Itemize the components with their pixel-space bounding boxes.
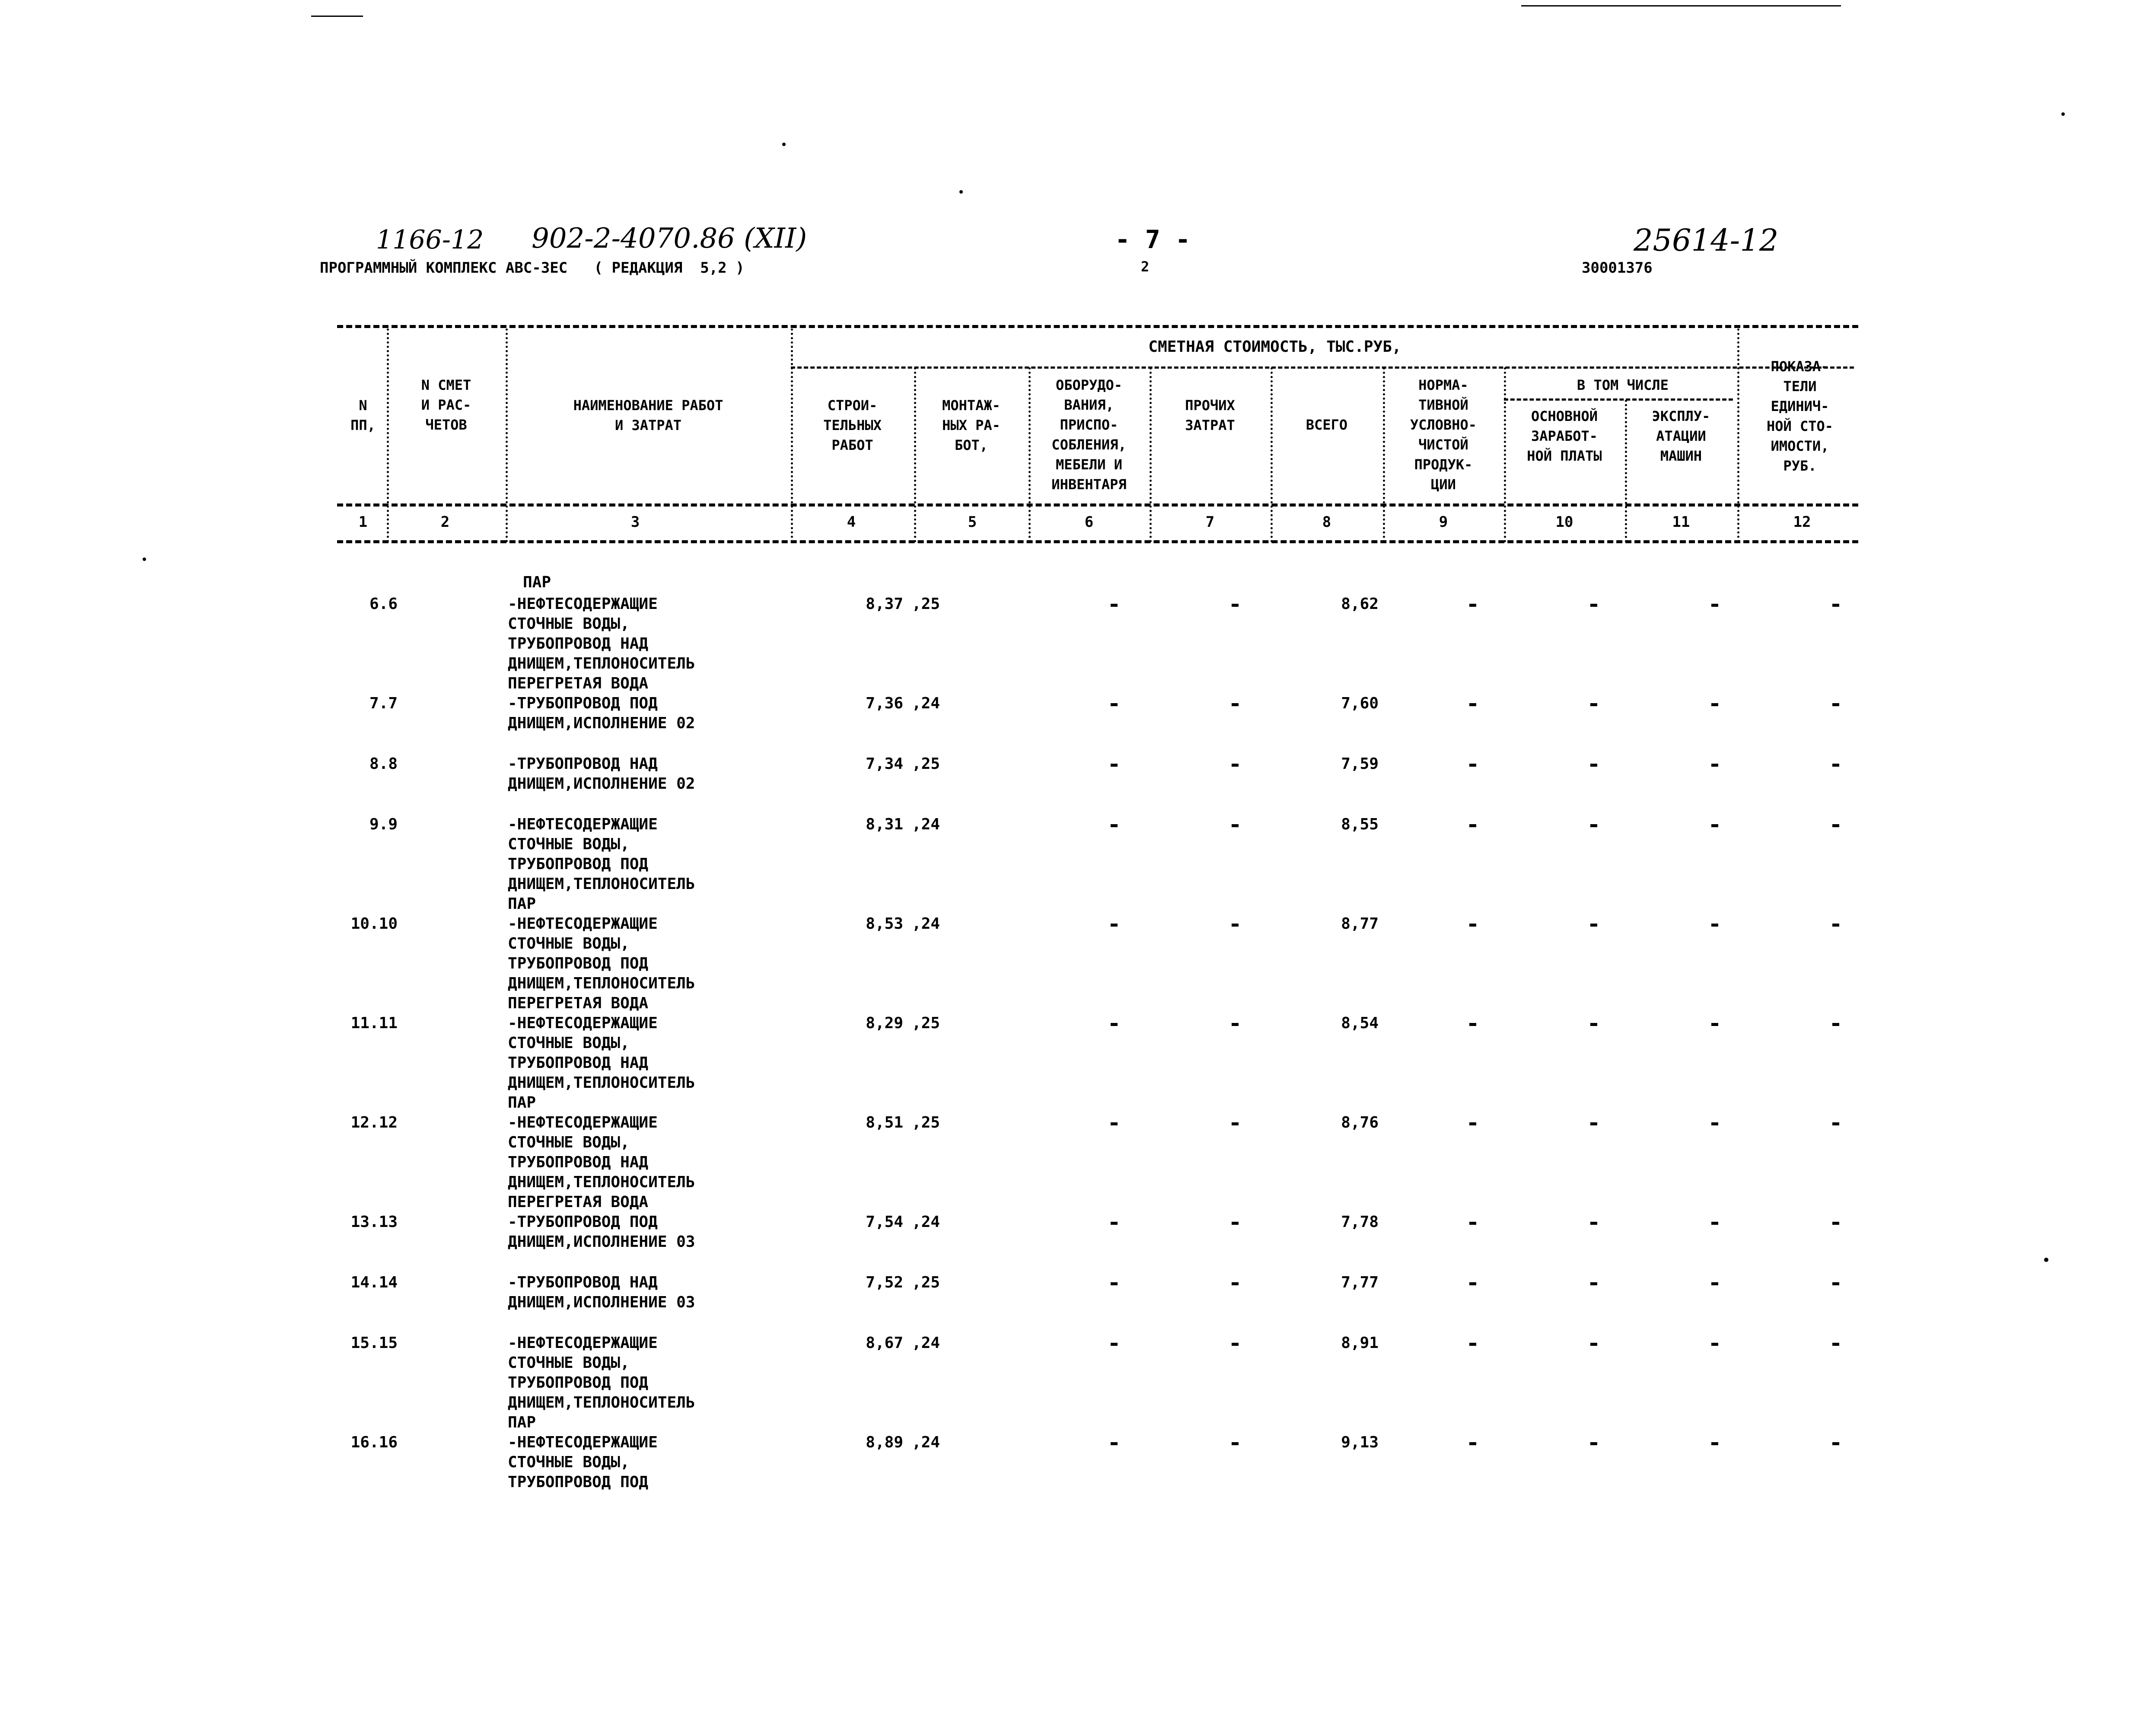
row-installation: ,24	[912, 695, 940, 712]
empty-value-dash	[1832, 1442, 1839, 1445]
row-total: 7,77	[1341, 1274, 1379, 1291]
empty-value-dash	[1832, 604, 1839, 607]
empty-value-dash	[1711, 703, 1718, 706]
row-installation: ,24	[912, 1213, 940, 1231]
row-number: 14.14	[350, 1274, 398, 1291]
empty-value-dash	[1711, 1343, 1718, 1346]
scan-speck	[143, 558, 146, 561]
empty-value-dash	[1232, 824, 1239, 827]
program-line: ПРОГРАММНЫЙ КОМПЛЕКС АВС-3ЕС ( РЕДАКЦИЯ 5,2 )	[320, 259, 745, 277]
col-number-12: 12	[1793, 513, 1811, 531]
sub-mark: 2	[1141, 258, 1150, 275]
col-divider	[506, 328, 508, 542]
row-installation: ,25	[912, 755, 940, 773]
empty-value-dash	[1111, 1282, 1118, 1285]
handwritten-right-code: 25614-12	[1634, 223, 1779, 258]
row-installation: ,24	[912, 816, 940, 833]
row-construction: 8,67	[866, 1334, 903, 1352]
row-installation: ,25	[912, 1114, 940, 1131]
col-header-7: ПРОЧИХ ЗАТРАТ	[1185, 397, 1235, 433]
empty-value-dash	[1832, 824, 1839, 827]
empty-value-dash	[1232, 1343, 1239, 1346]
row-work-name: -НЕФТЕСОДЕРЖАЩИЕ СТОЧНЫЕ ВОДЫ, ТРУБОПРОВОД НАД ДНИЩЕМ,ТЕПЛОНОСИТЕЛЬ ПЕРЕГРЕТАЯ ВОДА	[508, 595, 695, 692]
col-number-1: 1	[358, 513, 368, 531]
empty-value-dash	[1469, 764, 1476, 767]
row-construction: 8,29	[866, 1014, 903, 1032]
empty-value-dash	[1590, 824, 1597, 827]
group-header: СМЕТНАЯ СТОИМОСТЬ, ТЫС.РУБ,	[1148, 338, 1401, 356]
row-work-name: -ТРУБОПРОВОД ПОД ДНИЩЕМ,ИСПОЛНЕНИЕ 03	[508, 1213, 695, 1251]
row-total: 8,62	[1341, 595, 1379, 613]
row-construction: 8,37	[866, 595, 903, 613]
col-number-5: 5	[968, 513, 977, 531]
row-total: 9,13	[1341, 1434, 1379, 1451]
empty-value-dash	[1469, 1222, 1476, 1225]
row-number: 12.12	[350, 1114, 398, 1131]
row-total: 8,77	[1341, 915, 1379, 933]
carry-over-text: ПАР	[523, 573, 551, 591]
row-total: 8,76	[1341, 1114, 1379, 1131]
row-work-name: -НЕФТЕСОДЕРЖАЩИЕ СТОЧНЫЕ ВОДЫ, ТРУБОПРОВОД НАД ДНИЩЕМ,ТЕПЛОНОСИТЕЛЬ ПАР	[508, 1014, 695, 1112]
scan-speck	[1521, 5, 1841, 6]
empty-value-dash	[1111, 1122, 1118, 1125]
row-total: 7,60	[1341, 695, 1379, 712]
empty-value-dash	[1469, 924, 1476, 927]
row-total: 8,91	[1341, 1334, 1379, 1352]
empty-value-dash	[1590, 1222, 1597, 1225]
empty-value-dash	[1832, 1023, 1839, 1026]
scan-speck	[782, 143, 786, 146]
subgroup-sub-rule	[1504, 398, 1733, 401]
row-work-name: -НЕФТЕСОДЕРЖАЩИЕ СТОЧНЫЕ ВОДЫ, ТРУБОПРОВОД ПОД	[508, 1434, 658, 1491]
column-number-rule	[337, 540, 1858, 543]
table-top-rule	[337, 325, 1858, 328]
empty-value-dash	[1111, 604, 1118, 607]
empty-value-dash	[1469, 604, 1476, 607]
row-construction: 7,36	[866, 695, 903, 712]
empty-value-dash	[1469, 703, 1476, 706]
row-installation: ,24	[912, 1434, 940, 1451]
row-construction: 8,89	[866, 1434, 903, 1451]
col-header-11: ЭКСПЛУ- АТАЦИИ МАШИН	[1652, 408, 1710, 464]
row-work-name: -НЕФТЕСОДЕРЖАЩИЕ СТОЧНЫЕ ВОДЫ, ТРУБОПРОВОД ПОД ДНИЩЕМ,ТЕПЛОНОСИТЕЛЬ ПАР	[508, 816, 695, 913]
empty-value-dash	[1590, 1343, 1597, 1346]
empty-value-dash	[1469, 1282, 1476, 1285]
col-header-10: ОСНОВНОЙ ЗАРАБОТ- НОЙ ПЛАТЫ	[1527, 408, 1602, 464]
col-number-2: 2	[440, 513, 450, 531]
empty-value-dash	[1832, 703, 1839, 706]
row-number: 7.7	[369, 695, 398, 712]
empty-value-dash	[1832, 1343, 1839, 1346]
col-number-11: 11	[1672, 513, 1690, 531]
handwritten-doc-code: 902-2-4070.86 (XII)	[532, 223, 807, 255]
col-number-3: 3	[631, 513, 640, 531]
empty-value-dash	[1590, 764, 1597, 767]
empty-value-dash	[1232, 1282, 1239, 1285]
empty-value-dash	[1711, 604, 1718, 607]
empty-value-dash	[1232, 1222, 1239, 1225]
empty-value-dash	[1469, 824, 1476, 827]
col-number-4: 4	[847, 513, 856, 531]
row-construction: 8,51	[866, 1114, 903, 1131]
row-work-name: -ТРУБОПРОВОД НАД ДНИЩЕМ,ИСПОЛНЕНИЕ 03	[508, 1274, 695, 1311]
col-number-10: 10	[1555, 513, 1573, 531]
row-total: 7,59	[1341, 755, 1379, 773]
row-installation: ,25	[912, 1274, 940, 1291]
row-number: 8.8	[369, 755, 398, 773]
empty-value-dash	[1232, 1023, 1239, 1026]
scan-speck	[2061, 112, 2065, 116]
row-installation: ,25	[912, 1014, 940, 1032]
col-header-4: СТРОИ- ТЕЛЬНЫХ РАБОТ	[823, 397, 882, 453]
handwritten-left-code: 1166-12	[376, 225, 484, 255]
empty-value-dash	[1711, 924, 1718, 927]
empty-value-dash	[1111, 1023, 1118, 1026]
empty-value-dash	[1232, 604, 1239, 607]
empty-value-dash	[1590, 703, 1597, 706]
empty-value-dash	[1111, 924, 1118, 927]
row-construction: 7,54	[866, 1213, 903, 1231]
page-number: - 7 -	[1115, 225, 1191, 254]
empty-value-dash	[1832, 1282, 1839, 1285]
group-sub-rule	[791, 366, 1854, 369]
col-divider	[1150, 367, 1152, 542]
row-work-name: -ТРУБОПРОВОД ПОД ДНИЩЕМ,ИСПОЛНЕНИЕ 02	[508, 695, 695, 732]
row-number: 10.10	[350, 915, 398, 933]
empty-value-dash	[1111, 764, 1118, 767]
empty-value-dash	[1832, 764, 1839, 767]
empty-value-dash	[1232, 924, 1239, 927]
empty-value-dash	[1469, 1442, 1476, 1445]
col-header-6: ОБОРУДО- ВАНИЯ, ПРИСПО- СОБЛЕНИЯ, МЕБЕЛИ И ИНВЕНТАРЯ	[1051, 377, 1127, 493]
row-work-name: -ТРУБОПРОВОД НАД ДНИЩЕМ,ИСПОЛНЕНИЕ 02	[508, 755, 695, 793]
empty-value-dash	[1111, 1222, 1118, 1225]
empty-value-dash	[1590, 924, 1597, 927]
col-header-1: N ПП,	[350, 397, 376, 433]
scan-speck	[311, 16, 363, 17]
row-construction: 8,31	[866, 816, 903, 833]
col-divider	[1271, 367, 1273, 542]
col-divider	[387, 328, 389, 542]
empty-value-dash	[1711, 1122, 1718, 1125]
empty-value-dash	[1590, 1282, 1597, 1285]
empty-value-dash	[1590, 604, 1597, 607]
row-number: 13.13	[350, 1213, 398, 1231]
empty-value-dash	[1111, 1442, 1118, 1445]
empty-value-dash	[1711, 1222, 1718, 1225]
row-installation: ,25	[912, 595, 940, 613]
empty-value-dash	[1111, 824, 1118, 827]
row-installation: ,24	[912, 915, 940, 933]
row-number: 6.6	[369, 595, 398, 613]
row-total: 8,54	[1341, 1014, 1379, 1032]
empty-value-dash	[1111, 703, 1118, 706]
header-bottom-rule	[337, 503, 1858, 507]
empty-value-dash	[1711, 1282, 1718, 1285]
empty-value-dash	[1711, 1023, 1718, 1026]
col-number-7: 7	[1205, 513, 1215, 531]
col-header-3: НАИМЕНОВАНИЕ РАБОТ И ЗАТРАТ	[573, 397, 723, 433]
empty-value-dash	[1832, 1222, 1839, 1225]
empty-value-dash	[1711, 764, 1718, 767]
col-number-9: 9	[1439, 513, 1448, 531]
empty-value-dash	[1590, 1023, 1597, 1026]
col-header-8: ВСЕГО	[1306, 417, 1348, 433]
col-header-12: ПОКАЗА- ТЕЛИ ЕДИНИЧ- НОЙ СТО- ИМОСТИ, РУБ.	[1766, 358, 1834, 474]
row-total: 7,78	[1341, 1213, 1379, 1231]
row-number: 16.16	[350, 1434, 398, 1451]
row-construction: 7,34	[866, 755, 903, 773]
col-number-8: 8	[1322, 513, 1331, 531]
empty-value-dash	[1469, 1023, 1476, 1026]
row-number: 9.9	[369, 816, 398, 833]
row-total: 8,55	[1341, 816, 1379, 833]
empty-value-dash	[1469, 1122, 1476, 1125]
empty-value-dash	[1832, 924, 1839, 927]
empty-value-dash	[1590, 1122, 1597, 1125]
empty-value-dash	[1232, 1122, 1239, 1125]
row-work-name: -НЕФТЕСОДЕРЖАЩИЕ СТОЧНЫЕ ВОДЫ, ТРУБОПРОВОД ПОД ДНИЩЕМ,ТЕПЛОНОСИТЕЛЬ ПАР	[508, 1334, 695, 1431]
row-construction: 7,52	[866, 1274, 903, 1291]
row-work-name: -НЕФТЕСОДЕРЖАЩИЕ СТОЧНЫЕ ВОДЫ, ТРУБОПРОВОД НАД ДНИЩЕМ,ТЕПЛОНОСИТЕЛЬ ПЕРЕГРЕТАЯ ВОДА	[508, 1114, 695, 1211]
empty-value-dash	[1711, 824, 1718, 827]
code-number: 30001376	[1582, 259, 1653, 277]
scan-speck	[959, 190, 963, 194]
empty-value-dash	[1232, 764, 1239, 767]
row-number: 11.11	[350, 1014, 398, 1032]
empty-value-dash	[1590, 1442, 1597, 1445]
col-header-5: МОНТАЖ- НЫХ РА- БОТ,	[942, 397, 1000, 453]
empty-value-dash	[1232, 703, 1239, 706]
empty-value-dash	[1711, 1442, 1718, 1445]
row-work-name: -НЕФТЕСОДЕРЖАЩИЕ СТОЧНЫЕ ВОДЫ, ТРУБОПРОВОД ПОД ДНИЩЕМ,ТЕПЛОНОСИТЕЛЬ ПЕРЕГРЕТАЯ ВОДА	[508, 915, 695, 1012]
empty-value-dash	[1832, 1122, 1839, 1125]
col-header-9: НОРМА- ТИВНОЙ УСЛОВНО- ЧИСТОЙ ПРОДУК- ЦИИ	[1410, 377, 1477, 493]
row-number: 15.15	[350, 1334, 398, 1352]
col-number-6: 6	[1084, 513, 1094, 531]
row-installation: ,24	[912, 1334, 940, 1352]
scan-speck	[2044, 1258, 2048, 1262]
row-construction: 8,53	[866, 915, 903, 933]
col-header-2: N СМЕТ И РАС- ЧЕТОВ	[421, 377, 471, 433]
subgroup-header: В ТОМ ЧИСЛЕ	[1577, 377, 1669, 393]
empty-value-dash	[1469, 1343, 1476, 1346]
empty-value-dash	[1111, 1343, 1118, 1346]
empty-value-dash	[1232, 1442, 1239, 1445]
